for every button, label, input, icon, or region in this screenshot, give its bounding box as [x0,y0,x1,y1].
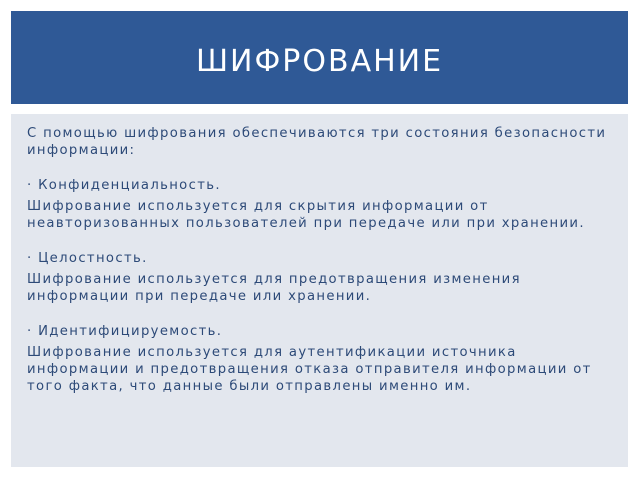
item-description-identifiability: Шифрование используется для аутентификации источника информации и предотвращения отказа отправителя информации от того факта, что данные были отправлены именно им. [27,345,592,394]
intro-paragraph: С помощью шифрования обеспечиваются три состояния безопасности информации: [27,126,607,158]
title-bar [11,11,628,104]
item-description-confidentiality: Шифрование используется для скрытия информации от неавторизованных пользователей при передаче или при хранении. [27,199,585,231]
item-heading-identifiability: · Идентифицируемость. [27,324,223,339]
item-heading-integrity: · Целостность. [27,251,148,266]
slide-title: ШИФРОВАНИЕ [195,44,444,79]
item-description-integrity: Шифрование используется для предотвращения изменения информации при передаче или хранении. [27,272,521,304]
content-text [27,125,612,395]
item-heading-confidentiality: · Конфиденциальность. [27,178,221,193]
